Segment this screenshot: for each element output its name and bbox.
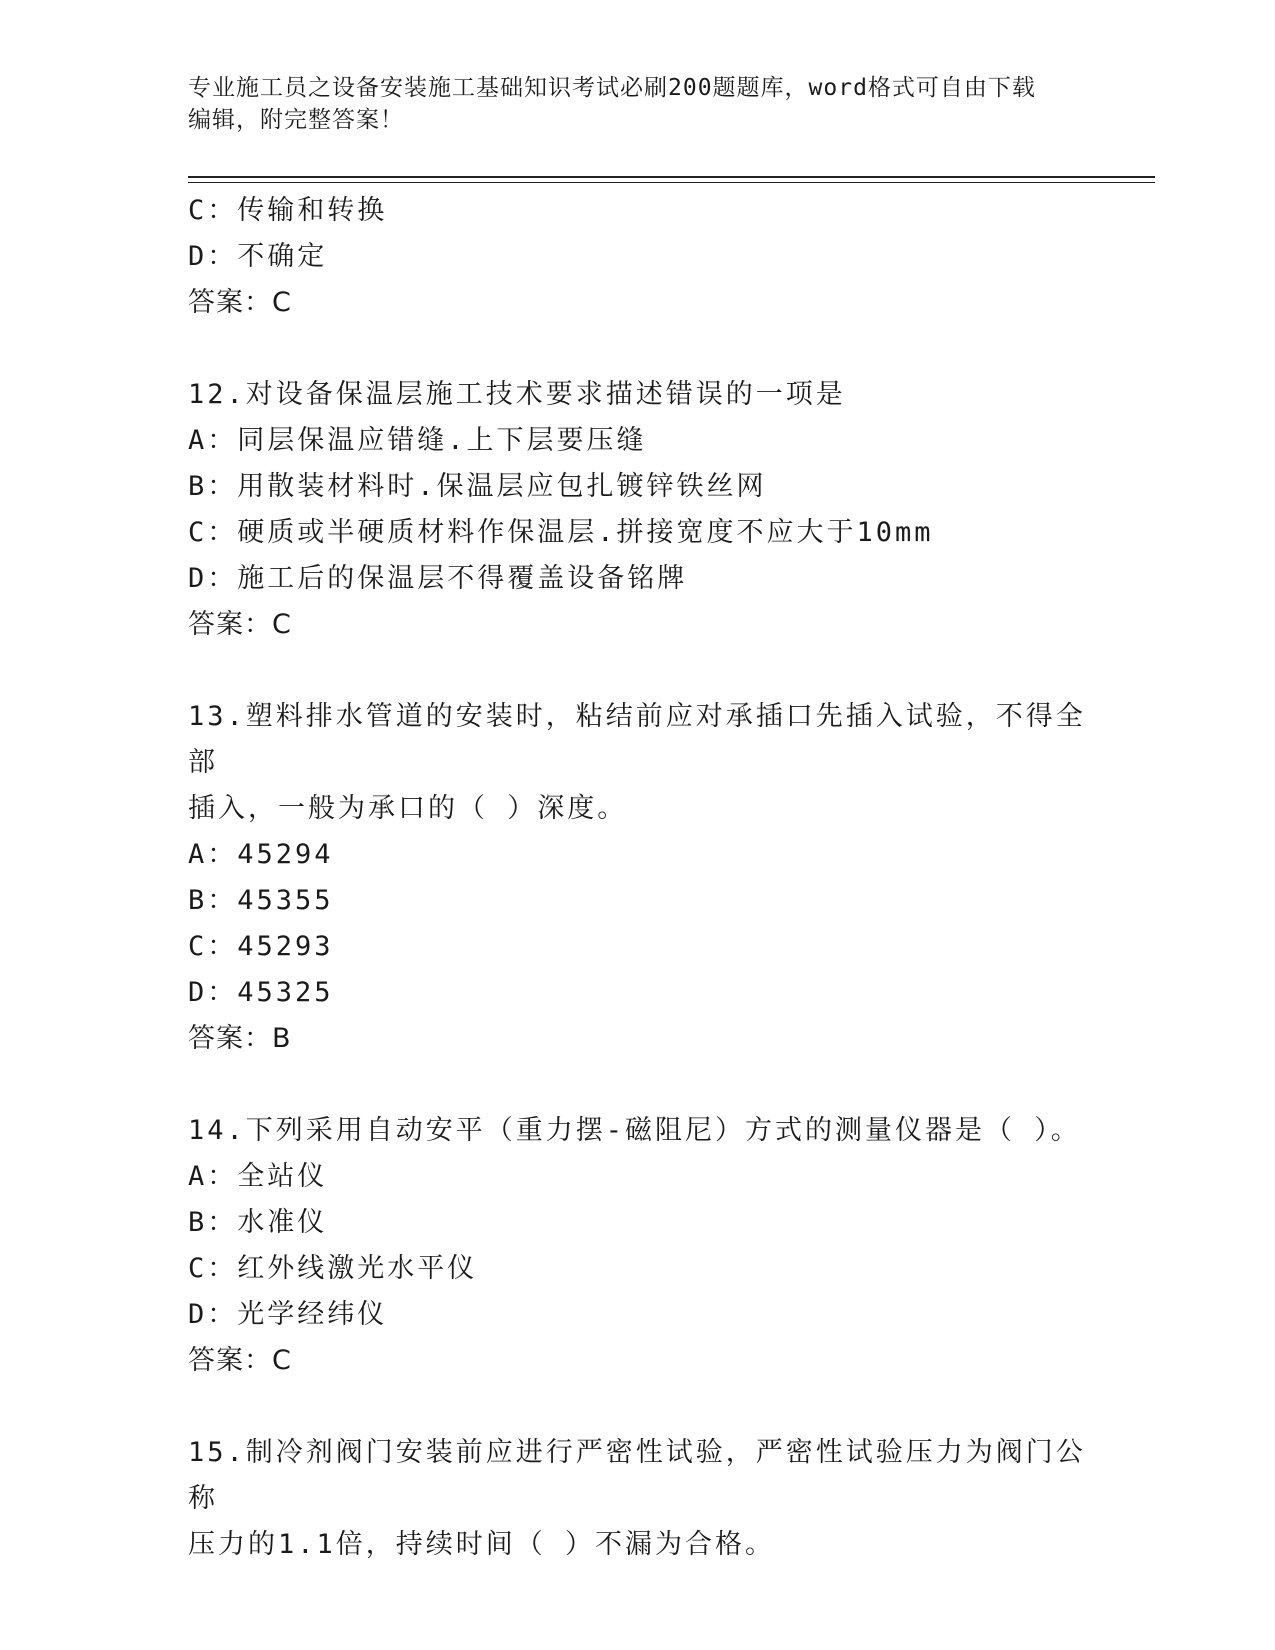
answer-line: 答案：C <box>188 1345 292 1376</box>
option-a: A：45294 <box>188 839 334 870</box>
spacer <box>188 1062 1088 1108</box>
question-stem: 12.对设备保温层施工技术要求描述错误的一项是 <box>188 379 846 410</box>
question-stem-line-2: 插入，一般为承口的（ ）深度。 <box>188 793 628 824</box>
question-list <box>188 188 1088 1568</box>
option-b: B：45355 <box>188 885 334 916</box>
option-c: C：硬质或半硬质材料作保温层.拼接宽度不应大于10mm <box>188 517 934 548</box>
option-d: D：不确定 <box>188 241 328 272</box>
question-block-13 <box>188 694 1088 1062</box>
question-block-14 <box>188 1108 1088 1384</box>
header-divider-thin <box>188 182 1155 183</box>
answer-line: 答案：C <box>188 609 292 640</box>
option-d: D：光学经纬仪 <box>188 1299 388 1330</box>
question-stem-line-2: 压力的1.1倍，持续时间（ ）不漏为合格。 <box>188 1529 776 1560</box>
option-b: B：水准仪 <box>188 1207 328 1238</box>
question-block-15 <box>188 1430 1088 1568</box>
question-block-prev <box>188 188 1088 326</box>
spacer <box>188 1384 1088 1430</box>
option-d: D：施工后的保温层不得覆盖设备铭牌 <box>188 563 688 594</box>
question-block-12 <box>188 372 1088 648</box>
header-line-2: 编辑，附完整答案！ <box>188 107 404 133</box>
question-stem-line-1: 13.塑料排水管道的安装时，粘结前应对承插口先插入试验，不得全部 <box>188 701 1086 778</box>
option-b: B：用散装材料时.保温层应包扎镀锌铁丝网 <box>188 471 767 502</box>
option-c: C：红外线激光水平仪 <box>188 1253 478 1284</box>
spacer <box>188 326 1088 372</box>
question-stem: 14.下列采用自动安平（重力摆-磁阻尼）方式的测量仪器是（ ）。 <box>188 1115 1081 1146</box>
header-divider-thick <box>188 176 1155 178</box>
answer-line: 答案：C <box>188 287 292 318</box>
option-d: D：45325 <box>188 977 334 1008</box>
answer-line: 答案：B <box>188 1023 292 1054</box>
option-a: A：同层保温应错缝.上下层要压缝 <box>188 425 647 456</box>
document-header <box>188 72 1088 136</box>
spacer <box>188 648 1088 694</box>
option-c: C：传输和转换 <box>188 195 388 226</box>
option-a: A：全站仪 <box>188 1161 328 1192</box>
header-line-1: 专业施工员之设备安装施工基础知识考试必刷200题题库，word格式可自由下载 <box>188 75 1036 101</box>
question-stem-line-1: 15.制冷剂阀门安装前应进行严密性试验，严密性试验压力为阀门公称 <box>188 1437 1086 1514</box>
option-c: C：45293 <box>188 931 334 962</box>
